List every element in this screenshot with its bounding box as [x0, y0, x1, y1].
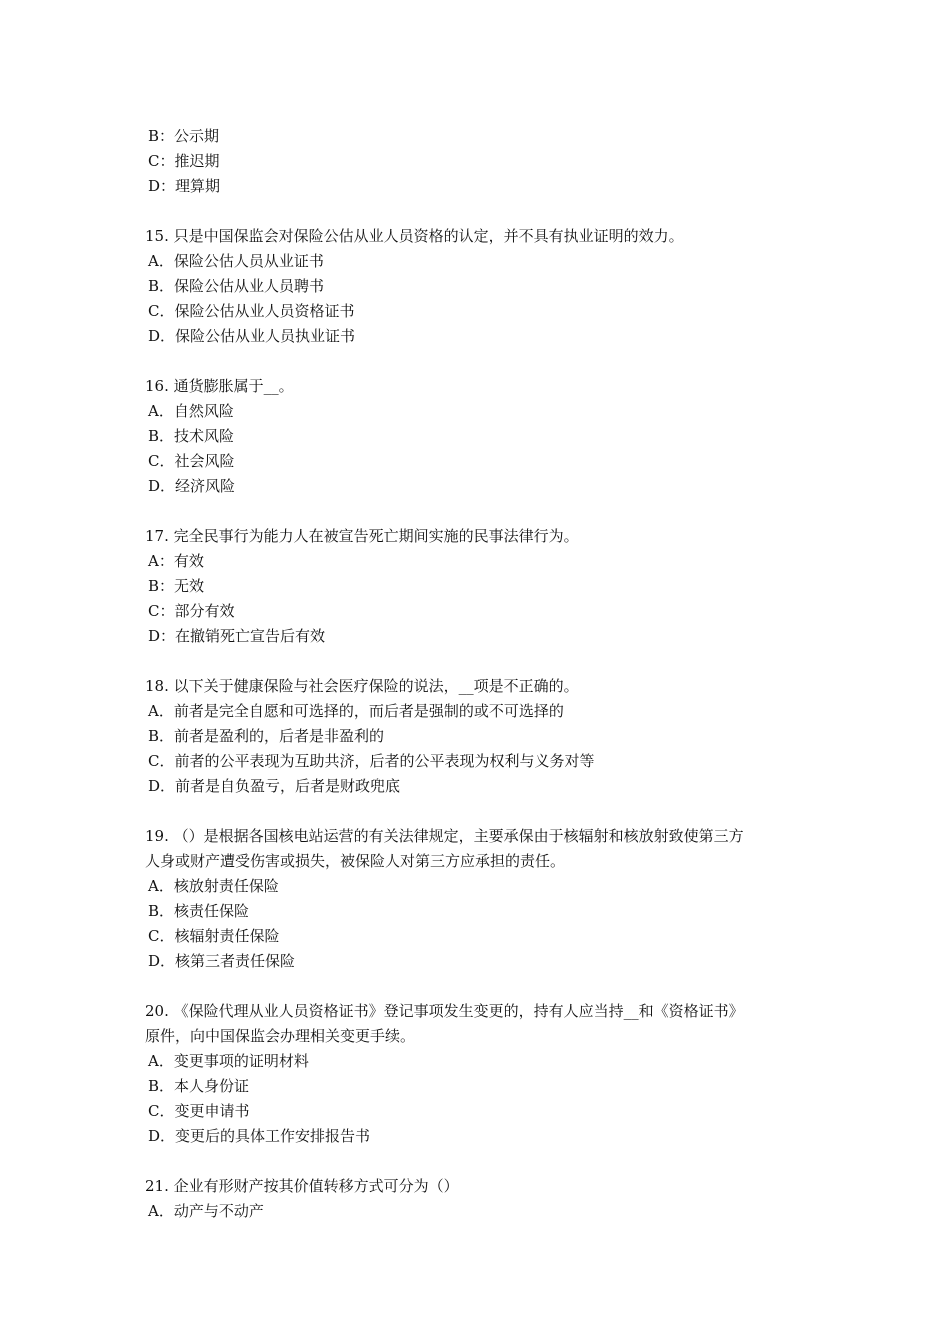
answer-option: A．自然风险 [148, 402, 234, 420]
answer-option: A．变更事项的证明材料 [148, 1052, 309, 1070]
answer-option: B．技术风险 [148, 427, 235, 445]
question-stem: 20. 《保险代理从业人员资格证书》登记事项发生变更的，持有人应当持__和《资格证书》 [145, 1002, 744, 1020]
answer-option: C．保险公估从业人员资格证书 [148, 302, 355, 320]
question-stem: 21. 企业有形财产按其价值转移方式可分为（） [145, 1177, 459, 1195]
question-stem: 15. 只是中国保监会对保险公估从业人员资格的认定，并不具有执业证明的效力。 [145, 227, 684, 245]
paragraph-gap [145, 199, 815, 224]
paragraph-gap [145, 499, 815, 524]
answer-option: A．前者是完全自愿和可选择的，而后者是强制的或不可选择的 [148, 702, 564, 720]
question-stem: 17. 完全民事行为能力人在被宣告死亡期间实施的民事法律行为。 [145, 527, 579, 545]
paragraph-gap [145, 974, 815, 999]
answer-option: C．核辐射责任保险 [148, 927, 280, 945]
answer-option: B．核责任保险 [148, 902, 250, 920]
answer-option: B．本人身份证 [148, 1077, 250, 1095]
answer-option: B．前者是盈利的，后者是非盈利的 [148, 727, 385, 745]
answer-option: A．核放射责任保险 [148, 877, 279, 895]
question-list [145, 124, 815, 1224]
answer-option: D．变更后的具体工作安排报告书 [148, 1127, 371, 1145]
answer-option: D．经济风险 [148, 477, 236, 495]
answer-option: A：有效 [148, 552, 204, 570]
paragraph-gap [145, 1149, 815, 1174]
answer-option: C：部分有效 [148, 602, 235, 620]
answer-option: D．前者是自负盈亏，后者是财政兜底 [148, 777, 401, 795]
answer-option: C．前者的公平表现为互助共济，后者的公平表现为权利与义务对等 [148, 752, 595, 770]
answer-option: A．动产与不动产 [148, 1202, 264, 1220]
question-stem: 19. （）是根据各国核电站运营的有关法律规定，主要承保由于核辐射和核放射致使第三方 [145, 827, 744, 845]
answer-option: B：无效 [148, 577, 205, 595]
answer-option: B：公示期 [148, 127, 220, 145]
question-stem: 16. 通货膨胀属于__。 [145, 377, 294, 395]
answer-option: D．核第三者责任保险 [148, 952, 296, 970]
answer-option: D．保险公估从业人员执业证书 [148, 327, 356, 345]
question-stem: 原件，向中国保监会办理相关变更手续。 [145, 1027, 416, 1045]
answer-option: B．保险公估从业人员聘书 [148, 277, 325, 295]
question-stem: 人身或财产遭受伤害或损失，被保险人对第三方应承担的责任。 [145, 852, 566, 870]
answer-option: A．保险公估人员从业证书 [148, 252, 324, 270]
answer-option: D：理算期 [148, 177, 221, 195]
answer-option: D：在撤销死亡宣告后有效 [148, 627, 326, 645]
paragraph-gap [145, 799, 815, 824]
question-stem: 18. 以下关于健康保险与社会医疗保险的说法，__项是不正确的。 [145, 677, 579, 695]
paragraph-gap [145, 349, 815, 374]
answer-option: C．变更申请书 [148, 1102, 250, 1120]
answer-option: C：推迟期 [148, 152, 220, 170]
paragraph-gap [145, 649, 815, 674]
answer-option: C．社会风险 [148, 452, 235, 470]
